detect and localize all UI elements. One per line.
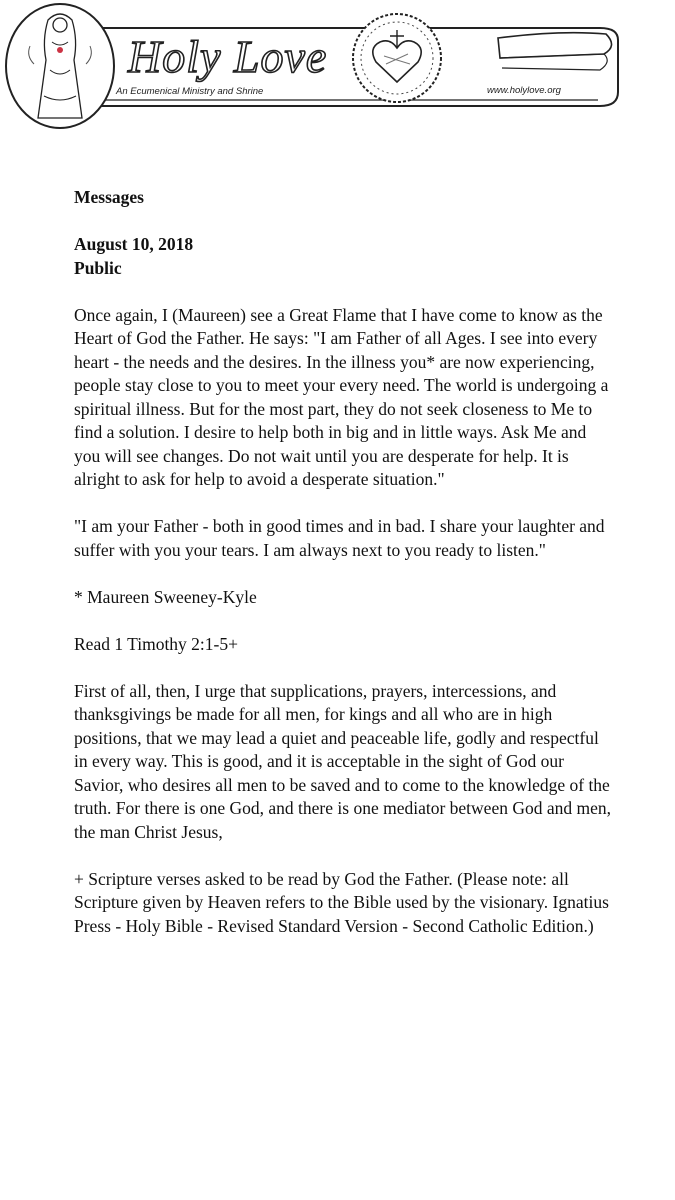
scripture-reference: Read 1 Timothy 2:1-5+ bbox=[74, 633, 238, 654]
letterhead-artwork bbox=[0, 0, 675, 160]
message-audience: Public bbox=[74, 257, 122, 278]
document-body bbox=[74, 186, 614, 962]
heart-wreath-icon bbox=[353, 14, 441, 102]
section-heading: Messages bbox=[74, 187, 144, 207]
message-paragraph: Once again, I (Maureen) see a Great Flame that I have come to know as the Heart of God the Father. He says: "I am Father of all Ages. I see into every heart - the needs and the desires. In the illness you* are now experiencing, people stay close to you to meet your every need. The world is undergoing a spiritual illness. But for the most part, they do not seek closeness to Me to find a solution. I desire to help both in big and in little ways. Ask Me and you will see changes. Do not wait until you are desperate for help. It is alright to ask for help to avoid a desperate situation." bbox=[74, 304, 609, 489]
website-url[interactable]: www.holylove.org bbox=[487, 85, 561, 96]
message-date: August 10, 2018 bbox=[74, 234, 194, 254]
footnote: * Maureen Sweeney-Kyle bbox=[74, 586, 257, 607]
logo-title: Holy Love bbox=[128, 31, 328, 82]
message-paragraph: "I am your Father - both in good times and in bad. I share your laughter and suffer with you your tears. I am always next to you ready to listen." bbox=[74, 516, 605, 560]
letterhead bbox=[0, 0, 675, 160]
scripture-text: First of all, then, I urge that supplications, prayers, intercessions, and thanksgivings be made for all men, for kings and all who are in high positions, that we may lead a quiet and peaceable life, godly and respectful in every way. This is good, and it is acceptable in the sight of God our Savior, who desires all men to be saved and to come to the knowledge of the truth. For there is one God, and there is one mediator between God and men, the man Christ Jesus, bbox=[74, 680, 612, 842]
scripture-note: + Scripture verses asked to be read by God the Father. (Please note: all Scripture given by Heaven refers to the Bible used by the visionary. Ignatius Press - Holy Bible - Revised Standard Version - Second Catholic Edition.) bbox=[74, 868, 609, 936]
logo-tagline: An Ecumenical Ministry and Shrine bbox=[116, 86, 264, 97]
mary-oval-icon bbox=[6, 4, 114, 128]
